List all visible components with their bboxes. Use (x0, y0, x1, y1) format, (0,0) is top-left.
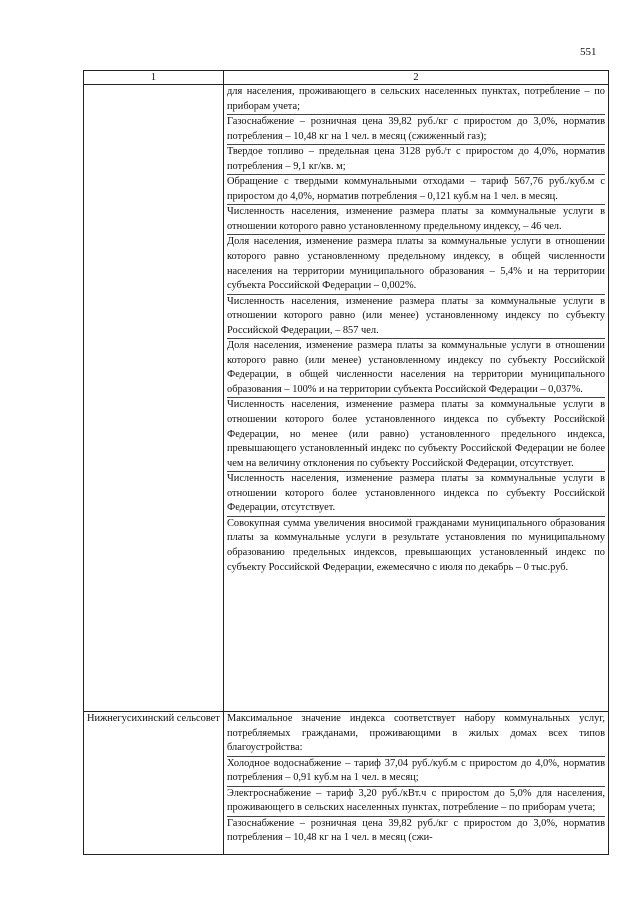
column-header-2: 2 (224, 71, 609, 85)
paragraph: Электроснабжение – тариф 3,20 руб./кВт.ч с приростом до 5,0% для населения, проживающего в сельских населенных пунктах, потребление – по приборам учета; (227, 786, 605, 816)
municipality-name (84, 85, 224, 712)
paragraph: Численность населения, изменение размера платы за коммунальные услуги в отношении которого более установленного индекса по субъекту Российской Федерации, но менее (или равно) установленного предельного индекса, превышающего установленный индекс по субъекту Российской Федерации не более чем на величину отклонения по субъекту Российской Федерации, отсутствует. (227, 397, 605, 471)
paragraph: Численность населения, изменение размера платы за коммунальные услуги в отношении которого более установленного индекса по субъекту Российской Федерации, отсутствует. (227, 471, 605, 516)
row-description (224, 85, 609, 712)
table-header-row (84, 71, 609, 85)
paragraph: Максимальное значение индекса соответствует набору коммунальных услуг, потребляемых гражданами, проживающими в жилых домах всех типов благоустройства: (227, 713, 605, 754)
paragraph: Доля населения, изменение размера платы за коммунальные услуги в отношении которого равно (или менее) установленному индексу по субъекту Российской Федерации, в общей численности населения на территории муниципального образования – 100% и на территории субъекта Российской Федерации – 0,037%. (227, 338, 605, 397)
municipality-name: Нижнегусихинский сельсовет (84, 712, 224, 855)
table-row (84, 85, 609, 712)
paragraph: Твердое топливо – предельная цена 3128 руб./т с приростом до 4,0%, норматив потребления – 9,1 кг/кв. м; (227, 144, 605, 174)
column-header-1: 1 (84, 71, 224, 85)
page-number: 551 (580, 46, 597, 58)
paragraph: Холодное водоснабжение – тариф 37,04 руб./куб.м с приростом до 4,0%, норматив потребления – 0,91 куб.м на 1 чел. в месяц; (227, 756, 605, 786)
paragraph: Доля населения, изменение размера платы за коммунальные услуги в отношении которого равно установленному предельному индексу, в общей численности населения на территории муниципального образования – 5,4% и на территории субъекта Российской Федерации – 0,002%. (227, 234, 605, 293)
row-description (224, 712, 609, 855)
paragraph: для населения, проживающего в сельских населенных пунктах, потребление – по приборам учета; (227, 86, 605, 112)
paragraph: Газоснабжение – розничная цена 39,82 руб./кг с приростом до 3,0%, норматив потребления – 10,48 кг на 1 чел. в месяц (сжиженный газ); (227, 114, 605, 144)
table-row (84, 712, 609, 855)
paragraph: Обращение с твердыми коммунальными отходами – тариф 567,76 руб./куб.м с приростом до 4,0%, норматив потребления – 0,121 куб.м на 1 чел. в месяц. (227, 174, 605, 204)
paragraph: Совокупная сумма увеличения вносимой гражданами муниципального образования платы за коммунальные услуги в результате установления по муниципальному образованию предельных индексов, превышающих установленный индекс по субъекту Российской Федерации, ежемесячно с июля по декабрь – 0 тыс.руб. (227, 516, 605, 575)
indices-table (83, 70, 609, 855)
paragraph: Газоснабжение – розничная цена 39,82 руб./кг с приростом до 3,0%, норматив потребления – 10,48 кг на 1 чел. в месяц (сжи- (227, 816, 605, 846)
paragraph: Численность населения, изменение размера платы за коммунальные услуги в отношении которого равно установленному предельному индексу, – 46 чел. (227, 204, 605, 234)
paragraph: Численность населения, изменение размера платы за коммунальные услуги в отношении которого равно (или менее) установленному индексу по субъекту Российской Федерации, – 857 чел. (227, 294, 605, 339)
